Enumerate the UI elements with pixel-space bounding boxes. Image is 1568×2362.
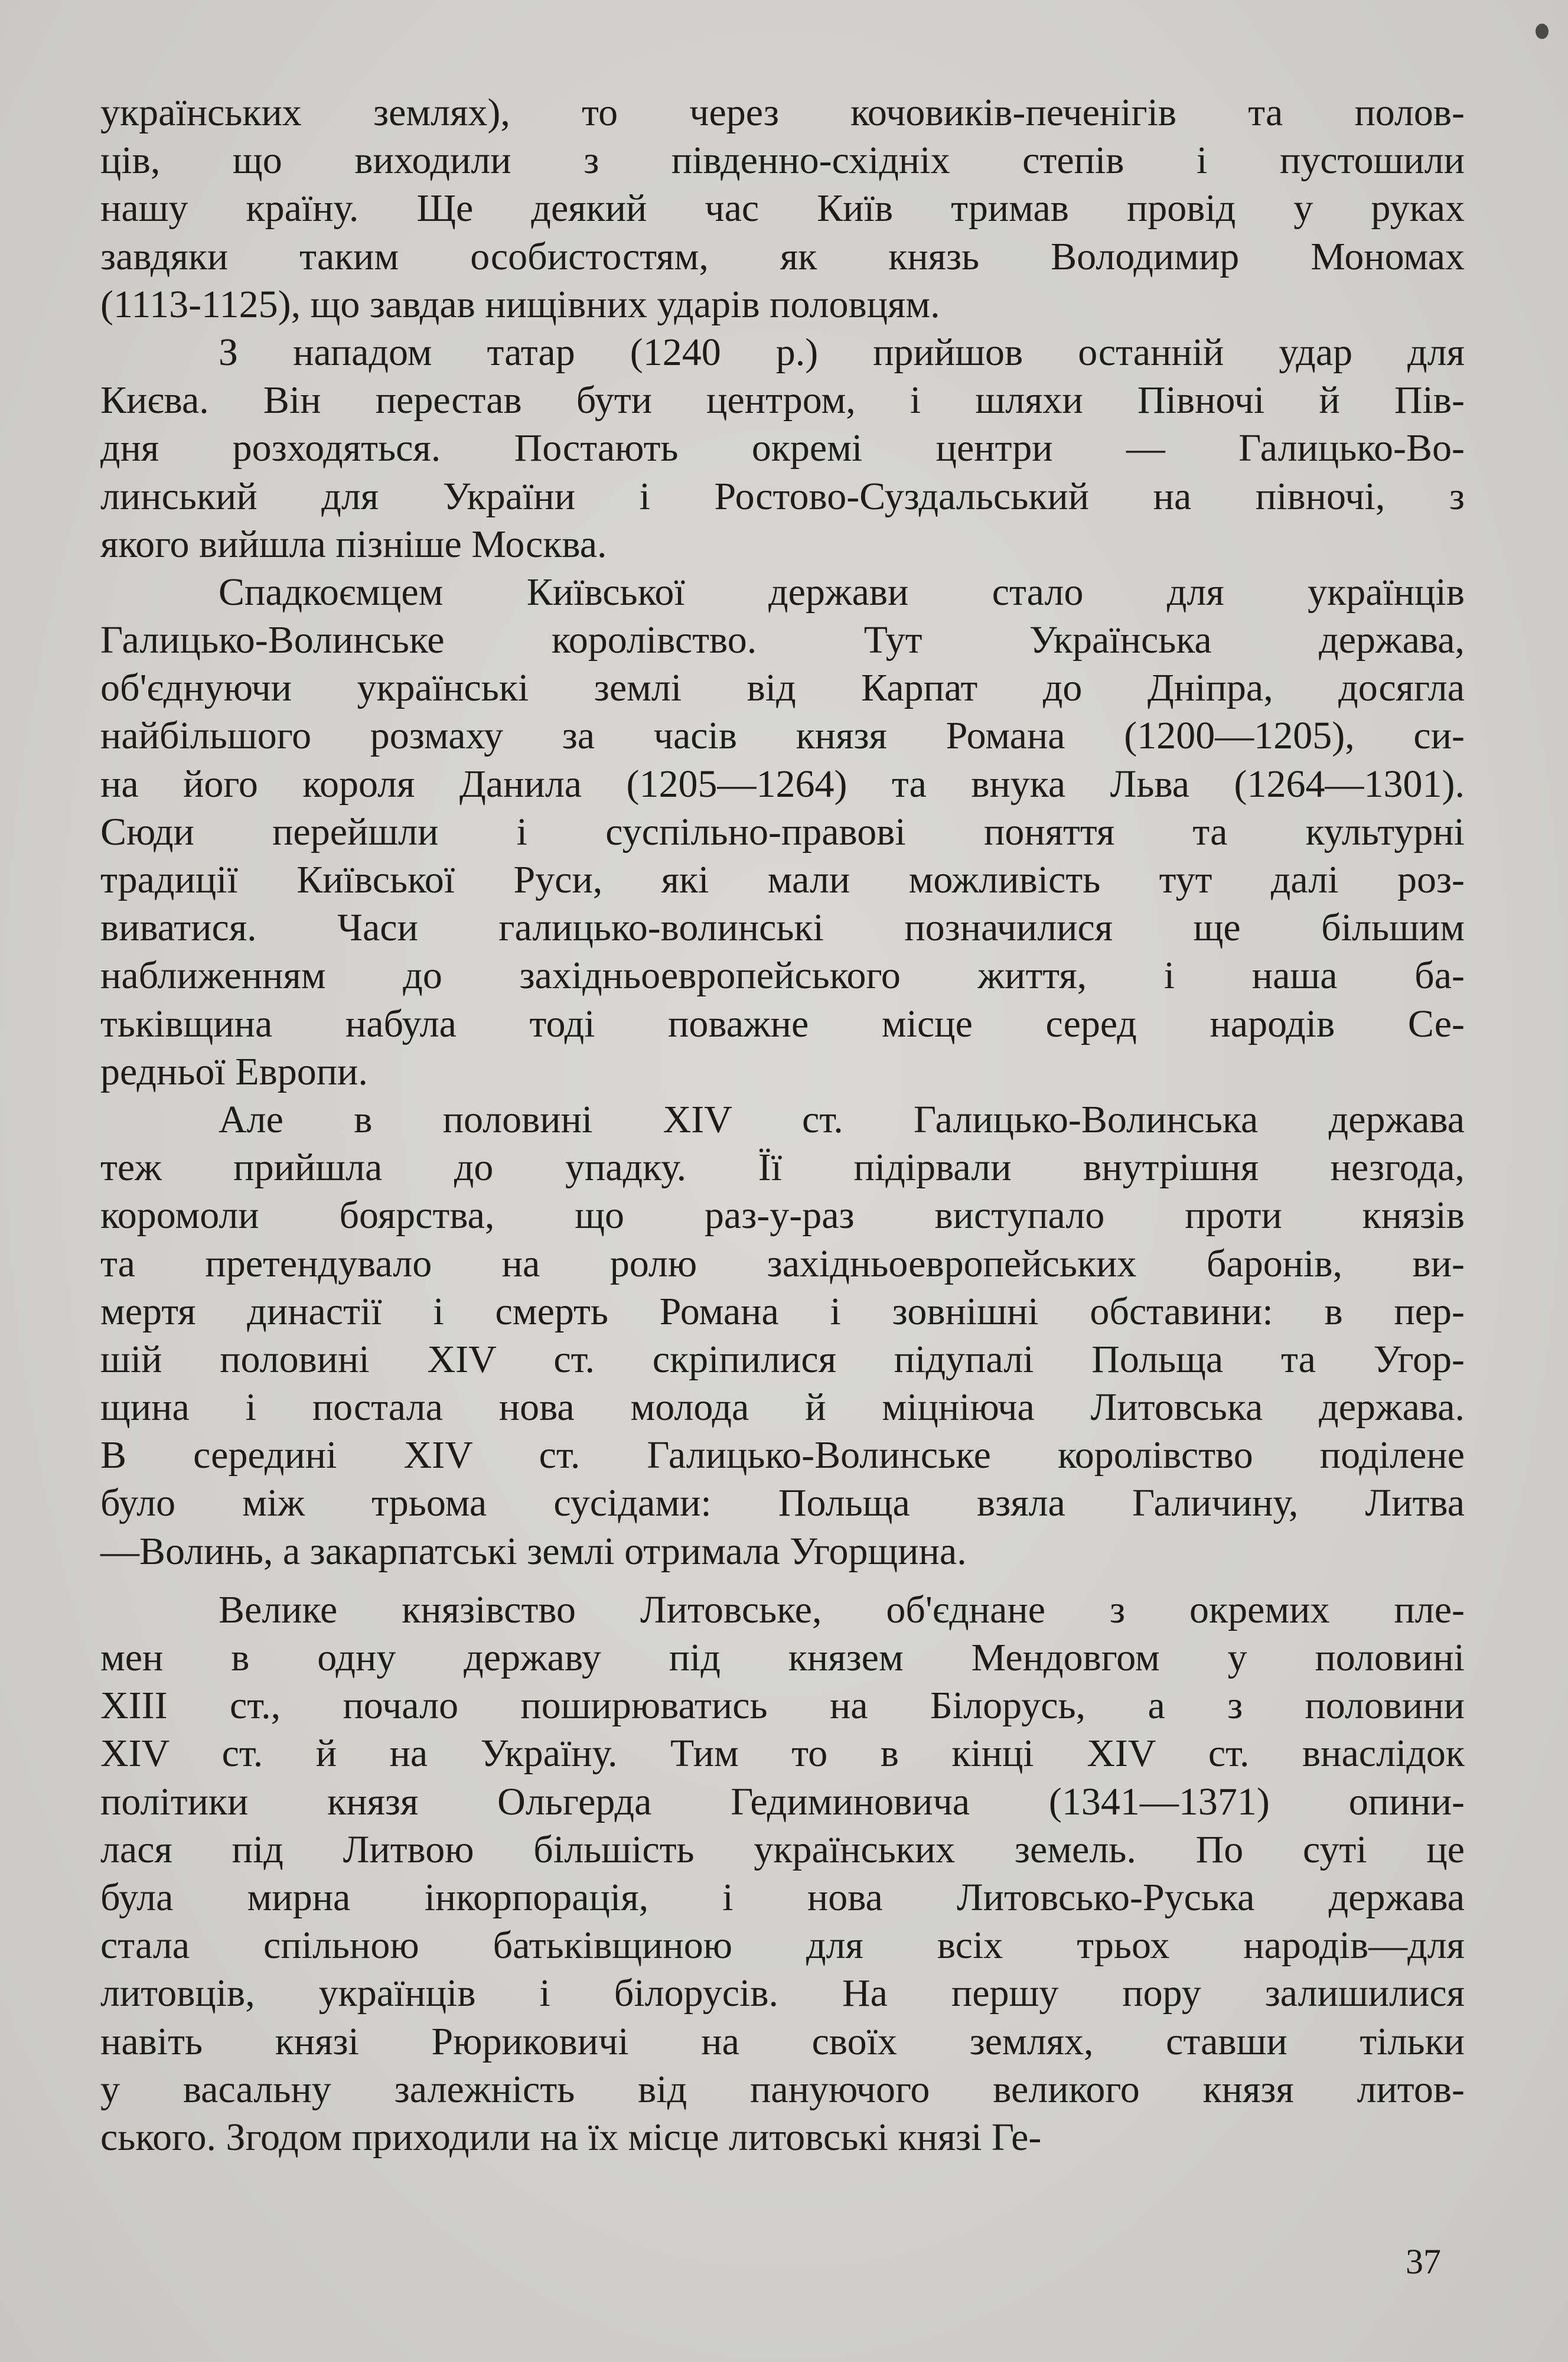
text-line: В середині XIV ст. Галицько-Волинське королівство поділене	[100, 1434, 1465, 1477]
text-line: Києва. Він перестав бути центром, і шляхи Півночі й Пів-	[100, 379, 1465, 422]
text-line: навіть князі Рюриковичі на своїх землях, ставши тільки	[100, 2019, 1465, 2063]
text-line: Галицько-Волинське королівство. Тут Українська держава,	[100, 618, 1465, 662]
text-line: литовців, українців і білорусів. На першу пору залишилися	[100, 1972, 1465, 2015]
text-line: шій половині XIV ст. скріпилися підупалі Польща та Угор-	[100, 1337, 1465, 1381]
paragraph	[100, 568, 1465, 1096]
text-line: линський для України і Ростово-Суздальський на півночі, з	[100, 474, 1465, 518]
text-line: Спадкоємцем Київської держави стало для українців	[219, 570, 1465, 614]
text-line: наближенням до західньоевропейського життя, і наша ба-	[100, 954, 1465, 998]
paragraph	[100, 1096, 1465, 1575]
paragraph	[100, 328, 1465, 568]
text-line: лася під Литвою більшість українських земель. По суті це	[100, 1827, 1465, 1871]
text-line: та претендувало на ролю західньоевропейських баронів, ви-	[100, 1242, 1465, 1285]
text-line: була мирна інкорпорація, і нова Литовсько-Руська держава	[100, 1875, 1465, 1919]
text-line: українських землях), то через кочовиків-печенігів та полов-	[100, 91, 1465, 134]
text-line: З нападом татар (1240 р.) прийшов останній удар для	[219, 330, 1465, 374]
text-line: XIV ст. й на Україну. Тим то в кінці XIV ст. внаслідок	[100, 1732, 1465, 1775]
text-line: Велике князівство Литовське, об'єднане з окремих пле-	[219, 1588, 1465, 1631]
page-number: 37	[1406, 2242, 1441, 2281]
text-line: завдяки таким особистостям, як князь Володимир Мономах	[100, 234, 1465, 278]
text-line: нашу країну. Ще деякий час Київ тримав провід у руках	[100, 187, 1465, 230]
text-line: мертя династії і смерть Романа і зовнішні обставини: в пер-	[100, 1289, 1465, 1333]
text-line: якого вийшла пізніше Москва.	[100, 522, 607, 566]
text-line: коромоли боярства, що раз-у-раз виступало проти князів	[100, 1194, 1465, 1237]
body-text	[100, 89, 1465, 2161]
text-line: мен в одну державу під князем Мендовгом у половині	[100, 1636, 1465, 1679]
text-line: найбільшого розмаху за часів князя Романа (1200—1205), си-	[100, 714, 1465, 758]
text-line: виватися. Часи галицько-волинські позначилися ще більшим	[100, 906, 1465, 950]
text-line: політики князя Ольгерда Гедиминовича (1341—1371) опини-	[100, 1780, 1465, 1823]
text-line: традиції Київської Руси, які мали можливість тут далі роз-	[100, 858, 1465, 901]
text-line: ського. Згодом приходили на їх місце литовські князі Ге-	[100, 2115, 1042, 2159]
text-line: було між трьома сусідами: Польща взяла Галичину, Литва	[100, 1481, 1465, 1525]
text-line: у васальну залежність від пануючого великого князя литов-	[100, 2067, 1465, 2111]
text-line: стала спільною батьківщиною для всіх трьох народів—для	[100, 1924, 1465, 1967]
text-line: об'єднуючи українські землі від Карпат до Дніпра, досягла	[100, 666, 1465, 710]
text-line: дня розходяться. Постають окремі центри — Галицько-Во-	[100, 426, 1465, 470]
text-line: —Волинь, а закарпатські землі отримала Угорщина.	[100, 1529, 967, 1573]
text-line: XIII ст., почало поширюватись на Білорусь, а з половини	[100, 1684, 1465, 1728]
text-line: редньої Европи.	[100, 1050, 368, 1093]
text-line: щина і постала нова молода й міцніюча Литовська держава.	[100, 1386, 1465, 1429]
text-line: на його короля Данила (1205—1264) та внука Льва (1264—1301).	[100, 762, 1465, 806]
paragraph-gap	[100, 1575, 1465, 1586]
text-line: теж прийшла до упадку. Її підірвали внутрішня незгода,	[100, 1146, 1465, 1190]
text-line: тьківщина набула тоді поважне місце серед народів Се-	[100, 1002, 1465, 1045]
text-line: Але в половині XIV ст. Галицько-Волинська держава	[219, 1097, 1465, 1141]
text-line: Сюди перейшли і суспільно-правові поняття та культурні	[100, 810, 1465, 853]
paragraph	[100, 89, 1465, 328]
paragraph	[100, 1586, 1465, 2161]
text-line: (1113-1125), що завдав нищівних ударів половцям.	[100, 282, 940, 326]
text-line: ців, що виходили з південно-східніх степів і пустошили	[100, 139, 1465, 183]
ink-speck	[1536, 24, 1549, 39]
